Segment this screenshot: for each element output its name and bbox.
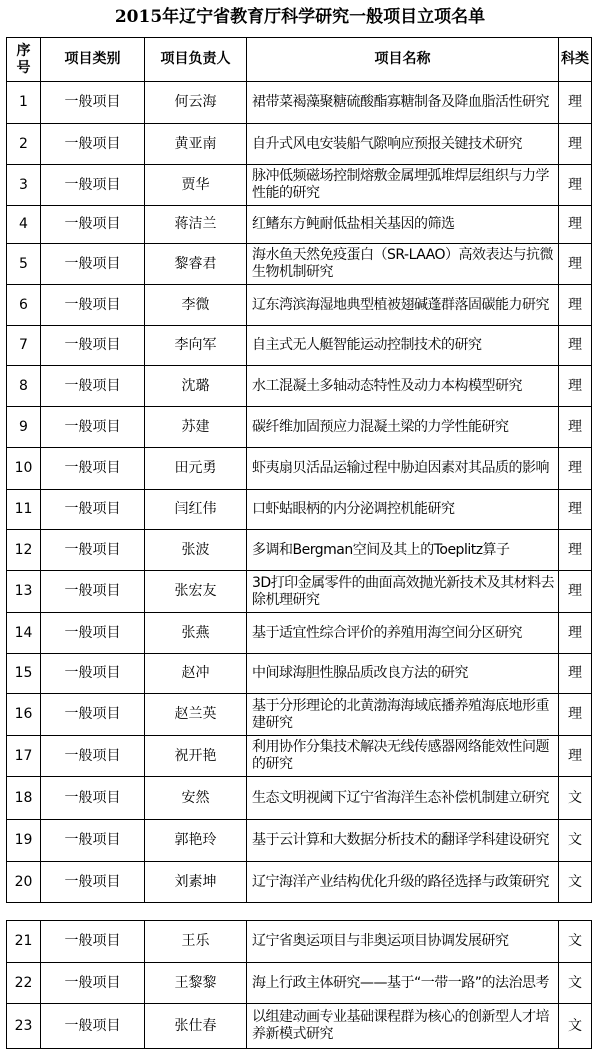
row-name: 辽宁海洋产业结构优化升级的路径选择与政策研究 — [247, 862, 559, 903]
row-name: 海上行政主体研究——基于“一带一路”的法治思考 — [247, 963, 559, 1004]
row-no: 6 — [7, 285, 41, 326]
row-name: 多调和Bergman空间及其上的Toeplitz算子 — [247, 530, 559, 571]
row-name: 水工混凝土多轴动态特性及动力本构模型研究 — [247, 366, 559, 407]
row-subject: 理 — [559, 448, 592, 490]
row-subject: 理 — [559, 165, 592, 206]
project-table-continued — [6, 920, 592, 1049]
row-no: 8 — [7, 366, 41, 407]
row-leader: 苏建 — [145, 407, 247, 448]
row-no: 4 — [7, 206, 41, 244]
row-subject: 文 — [559, 820, 592, 862]
row-type: 一般项目 — [41, 124, 145, 165]
row-leader: 蒋洁兰 — [145, 206, 247, 244]
row-type: 一般项目 — [41, 326, 145, 366]
table-row — [7, 82, 592, 124]
row-subject: 文 — [559, 1004, 592, 1049]
row-no: 13 — [7, 571, 41, 613]
row-no: 15 — [7, 654, 41, 694]
row-type: 一般项目 — [41, 407, 145, 448]
table-row — [7, 921, 592, 963]
row-type: 一般项目 — [41, 530, 145, 571]
row-no: 21 — [7, 921, 41, 963]
table-row — [7, 1004, 592, 1049]
table-row — [7, 124, 592, 165]
row-type: 一般项目 — [41, 571, 145, 613]
row-name: 自升式风电安装船气隙响应预报关键技术研究 — [247, 124, 559, 165]
row-name: 辽东湾滨海湿地典型植被翅碱蓬群落固碳能力研究 — [247, 285, 559, 326]
table-row — [7, 530, 592, 571]
row-name: 裙带菜褐藻聚糖硫酸酯寡糖制备及降血脂活性研究 — [247, 82, 559, 124]
table-header-row — [7, 38, 592, 82]
table-row — [7, 285, 592, 326]
table-row — [7, 448, 592, 490]
row-type: 一般项目 — [41, 613, 145, 654]
row-no: 9 — [7, 407, 41, 448]
row-name: 辽宁省奥运项目与非奥运项目协调发展研究 — [247, 921, 559, 963]
row-name: 3D打印金属零件的曲面高效抛光新技术及其材料去除机理研究 — [247, 571, 559, 613]
row-leader: 黎睿君 — [145, 244, 247, 285]
row-name: 红鳍东方鲀耐低盐相关基因的筛选 — [247, 206, 559, 244]
row-name: 海水鱼天然免疫蛋白（SR-LAAO）高效表达与抗微生物机制研究 — [247, 244, 559, 285]
row-no: 17 — [7, 736, 41, 777]
row-type: 一般项目 — [41, 921, 145, 963]
row-no: 18 — [7, 777, 41, 820]
row-leader: 赵冲 — [145, 654, 247, 694]
row-type: 一般项目 — [41, 82, 145, 124]
row-type: 一般项目 — [41, 206, 145, 244]
row-leader: 张波 — [145, 530, 247, 571]
row-subject: 理 — [559, 490, 592, 530]
row-leader: 赵兰英 — [145, 694, 247, 736]
row-no: 5 — [7, 244, 41, 285]
row-type: 一般项目 — [41, 366, 145, 407]
row-type: 一般项目 — [41, 736, 145, 777]
table-row — [7, 206, 592, 244]
row-name: 利用协作分集技术解决无线传感器网络能效性问题的研究 — [247, 736, 559, 777]
row-name: 虾夷扇贝活品运输过程中胁迫因素对其品质的影响 — [247, 448, 559, 490]
row-name: 口虾蛄眼柄的内分泌调控机能研究 — [247, 490, 559, 530]
row-leader: 张仕春 — [145, 1004, 247, 1049]
row-subject: 理 — [559, 571, 592, 613]
row-no: 19 — [7, 820, 41, 862]
table-row — [7, 654, 592, 694]
row-leader: 李微 — [145, 285, 247, 326]
table-row — [7, 694, 592, 736]
table-row — [7, 820, 592, 862]
row-subject: 理 — [559, 654, 592, 694]
row-subject: 理 — [559, 285, 592, 326]
row-type: 一般项目 — [41, 448, 145, 490]
row-leader: 田元勇 — [145, 448, 247, 490]
row-type: 一般项目 — [41, 165, 145, 206]
row-leader: 黄亚南 — [145, 124, 247, 165]
row-subject: 理 — [559, 244, 592, 285]
row-subject: 理 — [559, 736, 592, 777]
row-leader: 贾华 — [145, 165, 247, 206]
row-subject: 理 — [559, 206, 592, 244]
row-subject: 文 — [559, 921, 592, 963]
row-leader: 安然 — [145, 777, 247, 820]
row-no: 23 — [7, 1004, 41, 1049]
row-no: 10 — [7, 448, 41, 490]
row-leader: 祝开艳 — [145, 736, 247, 777]
row-no: 3 — [7, 165, 41, 206]
table-row — [7, 862, 592, 903]
row-no: 11 — [7, 490, 41, 530]
row-type: 一般项目 — [41, 820, 145, 862]
row-name: 自主式无人艇智能运动控制技术的研究 — [247, 326, 559, 366]
row-no: 22 — [7, 963, 41, 1004]
table-row — [7, 326, 592, 366]
header-subject: 科类 — [559, 38, 592, 82]
row-subject: 理 — [559, 124, 592, 165]
row-name: 基于适宜性综合评价的养殖用海空间分区研究 — [247, 613, 559, 654]
table-row — [7, 963, 592, 1004]
table-row — [7, 571, 592, 613]
row-leader: 何云海 — [145, 82, 247, 124]
row-name: 中间球海胆性腺品质改良方法的研究 — [247, 654, 559, 694]
row-no: 14 — [7, 613, 41, 654]
row-subject: 理 — [559, 407, 592, 448]
row-leader: 张宏友 — [145, 571, 247, 613]
row-type: 一般项目 — [41, 963, 145, 1004]
row-leader: 李向军 — [145, 326, 247, 366]
table-row — [7, 490, 592, 530]
row-type: 一般项目 — [41, 654, 145, 694]
header-no: 序号 — [7, 38, 41, 82]
row-subject: 理 — [559, 694, 592, 736]
row-no: 20 — [7, 862, 41, 903]
header-name: 项目名称 — [247, 38, 559, 82]
row-name: 基于分形理论的北黄渤海海域底播养殖海底地形重建研究 — [247, 694, 559, 736]
row-subject: 文 — [559, 963, 592, 1004]
row-subject: 理 — [559, 82, 592, 124]
row-no: 12 — [7, 530, 41, 571]
row-leader: 王乐 — [145, 921, 247, 963]
table-row — [7, 736, 592, 777]
row-name: 基于云计算和大数据分析技术的翻译学科建设研究 — [247, 820, 559, 862]
row-name: 以组建动画专业基础课程群为核心的创新型人才培养新模式研究 — [247, 1004, 559, 1049]
row-leader: 郭艳玲 — [145, 820, 247, 862]
row-no: 7 — [7, 326, 41, 366]
header-leader: 项目负责人 — [145, 38, 247, 82]
row-leader: 闫红伟 — [145, 490, 247, 530]
header-type: 项目类别 — [41, 38, 145, 82]
row-type: 一般项目 — [41, 244, 145, 285]
row-subject: 文 — [559, 777, 592, 820]
table-row — [7, 407, 592, 448]
row-no: 1 — [7, 82, 41, 124]
row-leader: 刘素坤 — [145, 862, 247, 903]
table-row — [7, 613, 592, 654]
row-type: 一般项目 — [41, 1004, 145, 1049]
row-subject: 理 — [559, 366, 592, 407]
table-row — [7, 366, 592, 407]
row-type: 一般项目 — [41, 285, 145, 326]
row-subject: 理 — [559, 326, 592, 366]
row-leader: 王黎黎 — [145, 963, 247, 1004]
project-table — [6, 37, 592, 903]
table-row — [7, 165, 592, 206]
row-subject: 文 — [559, 862, 592, 903]
table-row — [7, 777, 592, 820]
row-no: 16 — [7, 694, 41, 736]
row-type: 一般项目 — [41, 777, 145, 820]
row-leader: 沈璐 — [145, 366, 247, 407]
row-no: 2 — [7, 124, 41, 165]
page-title: 2015年辽宁省教育厅科学研究一般项目立项名单 — [114, 7, 486, 27]
row-leader: 张燕 — [145, 613, 247, 654]
row-subject: 理 — [559, 613, 592, 654]
row-name: 生态文明视阈下辽宁省海洋生态补偿机制建立研究 — [247, 777, 559, 820]
row-type: 一般项目 — [41, 694, 145, 736]
row-name: 脉冲低频磁场控制熔敷金属埋弧堆焊层组织与力学性能的研究 — [247, 165, 559, 206]
row-type: 一般项目 — [41, 490, 145, 530]
row-subject: 理 — [559, 530, 592, 571]
row-name: 碳纤维加固预应力混凝土梁的力学性能研究 — [247, 407, 559, 448]
table-row — [7, 244, 592, 285]
row-type: 一般项目 — [41, 862, 145, 903]
